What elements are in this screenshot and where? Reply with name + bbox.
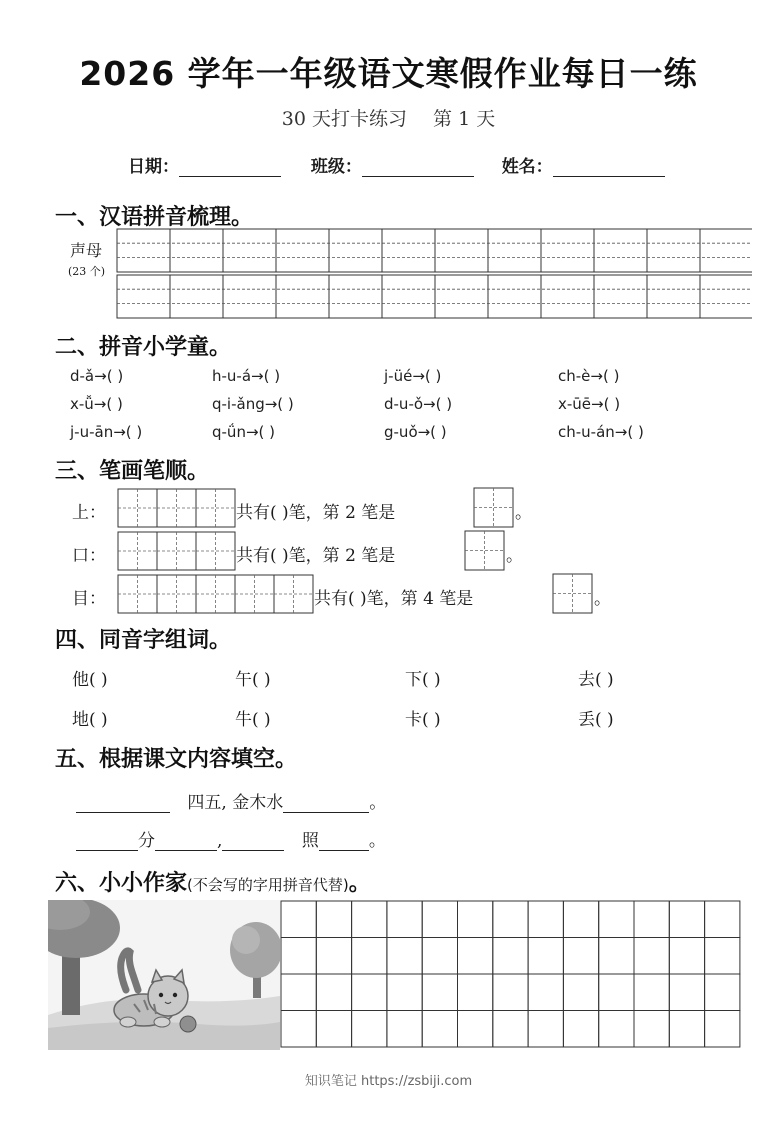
blank-2[interactable] xyxy=(283,794,369,813)
homophone-item[interactable]: 去( ) xyxy=(578,670,614,690)
tianzige-grid[interactable] xyxy=(117,531,236,571)
composition-cell[interactable] xyxy=(316,938,351,975)
composition-cell[interactable] xyxy=(705,938,740,975)
composition-cell[interactable] xyxy=(528,1011,563,1048)
composition-cell[interactable] xyxy=(316,974,351,1011)
homophone-item[interactable]: 牛( ) xyxy=(235,710,271,730)
info-line xyxy=(128,152,665,177)
composition-cell[interactable] xyxy=(705,901,740,938)
composition-cell[interactable] xyxy=(563,938,598,975)
composition-cell[interactable] xyxy=(669,938,704,975)
pinyin-item[interactable]: d-u-ǒ→( ) xyxy=(384,395,453,413)
composition-cell[interactable] xyxy=(422,901,457,938)
composition-cell[interactable] xyxy=(493,1011,528,1048)
section3-heading: 三、笔画笔顺。 xyxy=(55,459,210,484)
stroke-question: 共有( )笔，第 2 笔是 xyxy=(236,503,396,523)
pinyin-writing-grid[interactable] xyxy=(116,228,752,320)
stroke-question: 共有( )笔，第 2 笔是 xyxy=(236,546,396,566)
homophone-item[interactable]: 下( ) xyxy=(405,670,441,690)
composition-cell[interactable] xyxy=(705,974,740,1011)
answer-tianzige[interactable] xyxy=(473,487,515,529)
composition-cell[interactable] xyxy=(493,938,528,975)
section1-heading: 一、汉语拼音梳理。 xyxy=(55,205,254,230)
homophone-item[interactable]: 地( ) xyxy=(72,710,108,730)
page-subtitle xyxy=(0,104,777,131)
stroke-end: 。 xyxy=(506,546,523,566)
composition-cell[interactable] xyxy=(352,938,387,975)
pinyin-cell[interactable] xyxy=(382,229,435,272)
composition-cell[interactable] xyxy=(669,901,704,938)
name-label: 姓名： xyxy=(501,157,553,177)
composition-cell[interactable] xyxy=(422,974,457,1011)
pinyin-cell[interactable] xyxy=(382,275,435,318)
fill-line-1 xyxy=(76,788,386,813)
composition-cell[interactable] xyxy=(422,938,457,975)
composition-cell[interactable] xyxy=(387,974,422,1011)
pinyin-item[interactable]: d-ǎ→( ) xyxy=(70,367,124,385)
cat-illustration xyxy=(48,900,280,1050)
tianzige-grid[interactable] xyxy=(117,574,314,614)
composition-cell[interactable] xyxy=(458,974,493,1011)
pinyin-cell[interactable] xyxy=(541,229,594,272)
blank-1[interactable] xyxy=(76,794,170,813)
composition-cell[interactable] xyxy=(458,938,493,975)
pinyin-cell[interactable] xyxy=(700,229,752,272)
pinyin-cell[interactable] xyxy=(223,275,276,318)
composition-cell[interactable] xyxy=(281,1011,316,1048)
pinyin-cell[interactable] xyxy=(276,275,329,318)
composition-cell[interactable] xyxy=(634,974,669,1011)
section2-heading: 二、拼音小学童。 xyxy=(55,335,232,360)
composition-cell[interactable] xyxy=(528,974,563,1011)
pinyin-cell[interactable] xyxy=(700,275,752,318)
pinyin-cell[interactable] xyxy=(647,229,700,272)
composition-cell[interactable] xyxy=(458,1011,493,1048)
tianzige-grid[interactable] xyxy=(117,488,236,528)
pinyin-cell[interactable] xyxy=(170,275,223,318)
pinyin-item[interactable]: q-i-ǎng→( ) xyxy=(212,395,294,413)
homophone-item[interactable]: 卡( ) xyxy=(405,710,441,730)
line1-text: 四五, 金木水 xyxy=(187,793,284,813)
composition-cell[interactable] xyxy=(387,938,422,975)
pinyin-cell[interactable] xyxy=(329,275,382,318)
composition-cell[interactable] xyxy=(599,1011,634,1048)
pinyin-item[interactable]: ch-è→( ) xyxy=(558,367,620,385)
composition-cell[interactable] xyxy=(669,974,704,1011)
shengmu-label: 声母 xyxy=(70,241,103,260)
answer-tianzige[interactable] xyxy=(552,573,594,615)
composition-cell[interactable] xyxy=(599,974,634,1011)
pinyin-cell[interactable] xyxy=(435,229,488,272)
subtitle-practice: 30 天打卡练习 xyxy=(281,108,407,130)
pinyin-item[interactable]: j-üé→( ) xyxy=(384,367,442,385)
pinyin-cell[interactable] xyxy=(276,229,329,272)
section6-title: 六、小小作家 xyxy=(55,871,188,896)
watermark-footer: 知识笔记 https://zsbiji.com xyxy=(304,1074,473,1089)
stroke-char: 上： xyxy=(72,503,106,523)
line1-end: 。 xyxy=(369,793,387,813)
composition-cell[interactable] xyxy=(281,938,316,975)
composition-cell[interactable] xyxy=(634,901,669,938)
composition-cell[interactable] xyxy=(563,901,598,938)
date-field[interactable] xyxy=(179,156,281,177)
section6-heading xyxy=(55,866,371,897)
pinyin-item[interactable]: x-ūē→( ) xyxy=(558,395,621,413)
composition-cell[interactable] xyxy=(599,901,634,938)
pinyin-cell[interactable] xyxy=(223,229,276,272)
homophone-item[interactable]: 丢( ) xyxy=(578,710,614,730)
composition-cell[interactable] xyxy=(316,1011,351,1048)
pinyin-cell[interactable] xyxy=(594,275,647,318)
line2-fen: 分 xyxy=(138,831,155,851)
composition-cell[interactable] xyxy=(422,1011,457,1048)
pinyin-cell[interactable] xyxy=(541,275,594,318)
pinyin-cell[interactable] xyxy=(117,275,170,318)
composition-cell[interactable] xyxy=(352,974,387,1011)
pinyin-cell[interactable] xyxy=(117,229,170,272)
composition-cell[interactable] xyxy=(599,938,634,975)
pinyin-item[interactable]: j-u-ān→( ) xyxy=(70,423,143,441)
composition-cell[interactable] xyxy=(528,901,563,938)
class-label: 班级： xyxy=(310,157,362,177)
composition-cell[interactable] xyxy=(705,1011,740,1048)
composition-cell[interactable] xyxy=(528,938,563,975)
composition-cell[interactable] xyxy=(669,1011,704,1048)
section5-heading: 五、根据课文内容填空。 xyxy=(55,747,298,772)
pinyin-item[interactable]: ch-u-án→( ) xyxy=(558,423,644,441)
section4-heading: 四、同音字组词。 xyxy=(55,628,232,653)
stroke-end: 。 xyxy=(515,503,532,523)
stroke-char: 口： xyxy=(72,546,106,566)
pinyin-item[interactable]: x-ǚ→( ) xyxy=(70,395,123,413)
composition-cell[interactable] xyxy=(352,901,387,938)
pinyin-item[interactable]: h-u-á→( ) xyxy=(212,367,281,385)
pinyin-cell[interactable] xyxy=(329,229,382,272)
blank-6[interactable] xyxy=(319,832,369,851)
pinyin-cell[interactable] xyxy=(488,229,541,272)
composition-cell[interactable] xyxy=(316,901,351,938)
pinyin-item[interactable]: q-ǘn→( ) xyxy=(212,423,275,441)
blank-3[interactable] xyxy=(76,832,138,851)
composition-cell[interactable] xyxy=(387,1011,422,1048)
subtitle-day: 第 1 天 xyxy=(433,108,496,130)
homophone-item[interactable]: 午( ) xyxy=(235,670,271,690)
blank-4[interactable] xyxy=(155,832,217,851)
line2-end: 。 xyxy=(368,831,386,851)
pinyin-cell[interactable] xyxy=(170,229,223,272)
stroke-char: 目： xyxy=(72,589,106,609)
composition-cell[interactable] xyxy=(281,974,316,1011)
composition-cell[interactable] xyxy=(387,901,422,938)
pinyin-cell[interactable] xyxy=(435,275,488,318)
name-field[interactable] xyxy=(553,156,665,177)
pinyin-item[interactable]: g-uǒ→( ) xyxy=(384,423,447,441)
line2-comma: , xyxy=(217,831,223,851)
section6-note: (不会写的字用拼音代替) xyxy=(187,876,349,894)
date-label: 日期： xyxy=(128,157,179,177)
pinyin-cell[interactable] xyxy=(488,275,541,318)
composition-cell[interactable] xyxy=(563,1011,598,1048)
composition-cell[interactable] xyxy=(281,901,316,938)
composition-grid[interactable] xyxy=(280,900,742,1050)
pinyin-cell[interactable] xyxy=(647,275,700,318)
answer-tianzige[interactable] xyxy=(464,530,506,572)
line2-zhao: 照 xyxy=(301,831,319,851)
page-title: 2026 学年一年级语文寒假作业每日一练 xyxy=(79,54,698,93)
composition-cell[interactable] xyxy=(352,1011,387,1048)
composition-cell[interactable] xyxy=(634,1011,669,1048)
class-field[interactable] xyxy=(362,156,474,177)
fill-line-2 xyxy=(76,826,386,851)
composition-cell[interactable] xyxy=(563,974,598,1011)
section6-end: 。 xyxy=(348,871,371,896)
pinyin-cell[interactable] xyxy=(594,229,647,272)
shengmu-count: (23 个) xyxy=(68,265,106,278)
composition-cell[interactable] xyxy=(493,901,528,938)
composition-cell[interactable] xyxy=(493,974,528,1011)
blank-5[interactable] xyxy=(222,832,284,851)
composition-cell[interactable] xyxy=(458,901,493,938)
stroke-end: 。 xyxy=(594,589,611,609)
composition-cell[interactable] xyxy=(634,938,669,975)
homophone-item[interactable]: 他( ) xyxy=(72,670,108,690)
stroke-question: 共有( )笔，第 4 笔是 xyxy=(314,589,474,609)
